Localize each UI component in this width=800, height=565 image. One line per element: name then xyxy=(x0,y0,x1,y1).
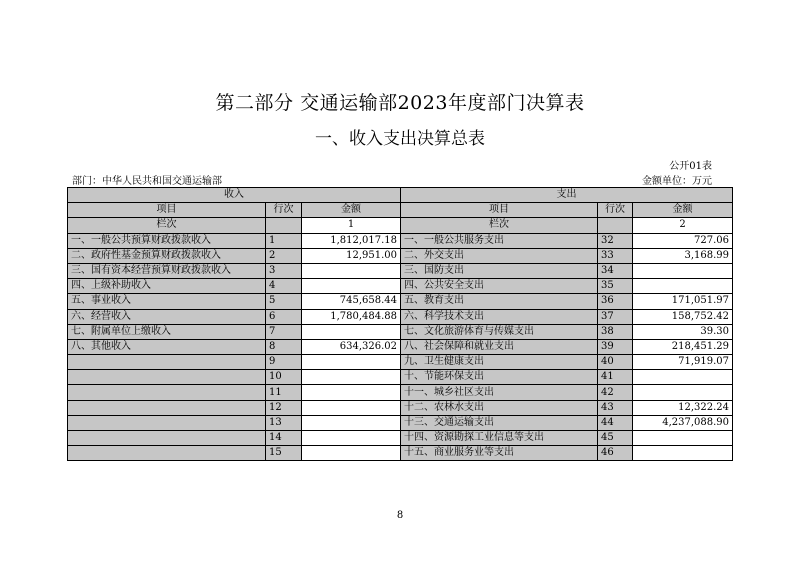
expense-column-label: 栏次 xyxy=(401,218,598,233)
table-subtitle: 一、收入支出决算总表 xyxy=(315,129,485,149)
expense-column-number: 2 xyxy=(633,218,733,233)
expense-amount-cell: 218,451.29 xyxy=(633,339,733,354)
income-item-cell: 一、一般公共预算财政拨款收入 xyxy=(68,233,266,248)
expense-amount-cell xyxy=(633,279,733,294)
income-row-no-cell: 8 xyxy=(266,339,302,354)
expense-amount-cell: 4,237,088.90 xyxy=(633,415,733,430)
expense-amount-cell: 71,919.07 xyxy=(633,355,733,370)
income-column-label: 栏次 xyxy=(68,218,266,233)
expense-item-cell: 十、节能环保支出 xyxy=(401,370,598,385)
income-item-cell: 五、事业收入 xyxy=(68,294,266,309)
income-row-no-cell: 13 xyxy=(266,415,302,430)
unit-label: 金额单位：万元 xyxy=(642,176,712,187)
expense-item-cell: 十一、城乡社区支出 xyxy=(401,385,598,400)
income-row-no-cell: 11 xyxy=(266,385,302,400)
income-row-no-cell: 10 xyxy=(266,370,302,385)
expense-item-cell: 十二、农林水支出 xyxy=(401,400,598,415)
expense-amount-cell xyxy=(633,370,733,385)
table-row xyxy=(68,446,733,461)
income-amount-cell: 1,812,017.18 xyxy=(302,233,401,248)
income-row-no-cell: 3 xyxy=(266,263,302,278)
income-column-spacer xyxy=(266,218,302,233)
expense-header: 支出 xyxy=(401,188,733,203)
income-item-cell xyxy=(68,431,266,446)
income-item-cell xyxy=(68,415,266,430)
page-title: 第二部分 交通运输部2023年度部门决算表 xyxy=(215,92,585,114)
expense-row-no-cell: 42 xyxy=(598,385,633,400)
expense-row-no-cell: 46 xyxy=(598,446,633,461)
table-row xyxy=(68,233,733,248)
expense-item-cell: 八、社会保障和就业支出 xyxy=(401,339,598,354)
income-item-cell: 三、国有资本经营预算财政拨款收入 xyxy=(68,263,266,278)
expense-item-header: 项目 xyxy=(401,203,598,218)
expense-row-no-cell: 40 xyxy=(598,355,633,370)
income-amount-cell xyxy=(302,400,401,415)
income-row-no-cell: 14 xyxy=(266,431,302,446)
income-amount-cell xyxy=(302,446,401,461)
expense-amount-cell: 3,168.99 xyxy=(633,248,733,263)
income-item-cell: 八、其他收入 xyxy=(68,339,266,354)
expense-amount-cell xyxy=(633,431,733,446)
expense-row-no-cell: 41 xyxy=(598,370,633,385)
income-amount-cell xyxy=(302,355,401,370)
income-header: 收入 xyxy=(68,188,401,203)
income-column-number: 1 xyxy=(302,218,401,233)
table-row xyxy=(68,400,733,415)
expense-item-cell: 四、公共安全支出 xyxy=(401,279,598,294)
income-item-cell xyxy=(68,385,266,400)
expense-item-cell: 九、卫生健康支出 xyxy=(401,355,598,370)
expense-amount-cell xyxy=(633,385,733,400)
income-item-cell xyxy=(68,355,266,370)
income-item-header: 项目 xyxy=(68,203,266,218)
expense-amount-cell xyxy=(633,263,733,278)
expense-row-no-header: 行次 xyxy=(598,203,633,218)
expense-item-cell: 三、国防支出 xyxy=(401,263,598,278)
income-row-no-cell: 4 xyxy=(266,279,302,294)
table-row xyxy=(68,370,733,385)
income-amount-cell xyxy=(302,279,401,294)
income-item-cell xyxy=(68,400,266,415)
expense-row-no-cell: 35 xyxy=(598,279,633,294)
form-code: 公开01表 xyxy=(669,161,712,172)
expense-row-no-cell: 44 xyxy=(598,415,633,430)
income-amount-cell: 745,658.44 xyxy=(302,294,401,309)
expense-amount-cell: 158,752.42 xyxy=(633,309,733,324)
expense-amount-cell: 727.06 xyxy=(633,233,733,248)
table-row xyxy=(68,355,733,370)
table-row xyxy=(68,324,733,339)
expense-row-no-cell: 33 xyxy=(598,248,633,263)
income-item-cell: 二、政府性基金预算财政拨款收入 xyxy=(68,248,266,263)
expense-item-cell: 二、外交支出 xyxy=(401,248,598,263)
income-amount-cell xyxy=(302,415,401,430)
table-row xyxy=(68,263,733,278)
table-row xyxy=(68,294,733,309)
income-amount-cell xyxy=(302,370,401,385)
table-row xyxy=(68,385,733,400)
table-row xyxy=(68,279,733,294)
income-item-cell xyxy=(68,370,266,385)
expense-amount-cell: 12,322.24 xyxy=(633,400,733,415)
income-amount-header: 金额 xyxy=(302,203,401,218)
income-expense-table xyxy=(67,187,733,461)
income-row-no-header: 行次 xyxy=(266,203,302,218)
income-row-no-cell: 12 xyxy=(266,400,302,415)
income-row-no-cell: 9 xyxy=(266,355,302,370)
income-item-cell xyxy=(68,446,266,461)
income-amount-cell xyxy=(302,431,401,446)
income-row-no-cell: 6 xyxy=(266,309,302,324)
expense-item-cell: 五、教育支出 xyxy=(401,294,598,309)
expense-item-cell: 十四、资源勘探工业信息等支出 xyxy=(401,431,598,446)
income-amount-cell: 1,780,484.88 xyxy=(302,309,401,324)
expense-amount-header: 金额 xyxy=(633,203,733,218)
expense-row-no-cell: 32 xyxy=(598,233,633,248)
table-row xyxy=(68,248,733,263)
table-row xyxy=(68,339,733,354)
expense-row-no-cell: 34 xyxy=(598,263,633,278)
income-amount-cell xyxy=(302,263,401,278)
expense-row-no-cell: 37 xyxy=(598,309,633,324)
expense-item-cell: 十五、商业服务业等支出 xyxy=(401,446,598,461)
table-row xyxy=(68,309,733,324)
expense-amount-cell xyxy=(633,446,733,461)
income-row-no-cell: 7 xyxy=(266,324,302,339)
expense-amount-cell: 39.30 xyxy=(633,324,733,339)
department-label: 部门：中华人民共和国交通运输部 xyxy=(72,176,222,187)
expense-amount-cell: 171,051.97 xyxy=(633,294,733,309)
income-amount-cell xyxy=(302,385,401,400)
expense-row-no-cell: 39 xyxy=(598,339,633,354)
expense-item-cell: 一、一般公共服务支出 xyxy=(401,233,598,248)
expense-item-cell: 十三、交通运输支出 xyxy=(401,415,598,430)
expense-row-no-cell: 36 xyxy=(598,294,633,309)
income-amount-cell: 12,951.00 xyxy=(302,248,401,263)
page-number: 8 xyxy=(396,510,404,521)
income-row-no-cell: 1 xyxy=(266,233,302,248)
table-row xyxy=(68,431,733,446)
table-row xyxy=(68,415,733,430)
income-item-cell: 六、经营收入 xyxy=(68,309,266,324)
income-amount-cell: 634,326.02 xyxy=(302,339,401,354)
expense-row-no-cell: 43 xyxy=(598,400,633,415)
income-row-no-cell: 2 xyxy=(266,248,302,263)
income-item-cell: 四、上级补助收入 xyxy=(68,279,266,294)
expense-item-cell: 七、文化旅游体育与传媒支出 xyxy=(401,324,598,339)
expense-row-no-cell: 38 xyxy=(598,324,633,339)
income-row-no-cell: 5 xyxy=(266,294,302,309)
expense-column-spacer xyxy=(598,218,633,233)
income-item-cell: 七、附属单位上缴收入 xyxy=(68,324,266,339)
expense-row-no-cell: 45 xyxy=(598,431,633,446)
expense-item-cell: 六、科学技术支出 xyxy=(401,309,598,324)
income-row-no-cell: 15 xyxy=(266,446,302,461)
income-amount-cell xyxy=(302,324,401,339)
